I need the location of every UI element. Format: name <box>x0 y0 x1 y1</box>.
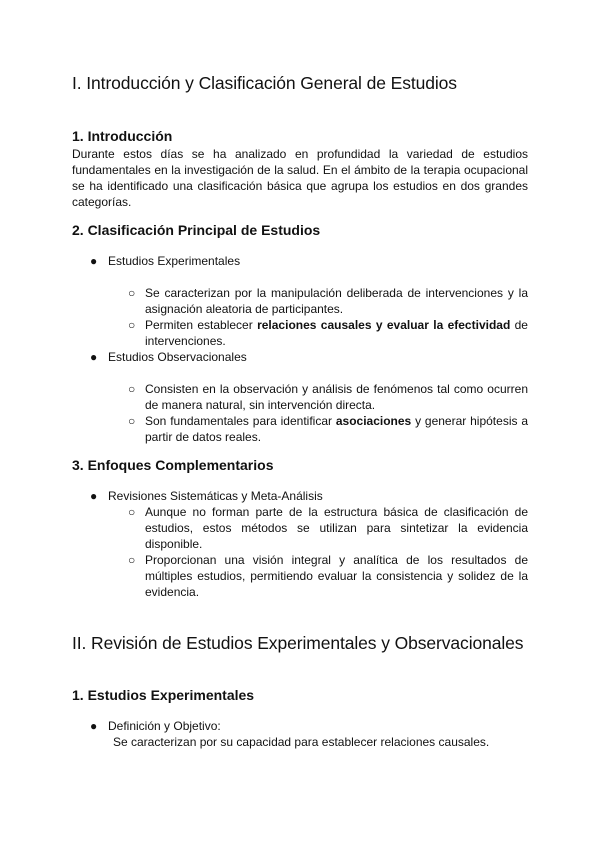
observacionales-label: Estudios Observacionales <box>108 350 247 364</box>
sub-bullet-icon: ○ <box>128 505 136 519</box>
intro-paragraph: Durante estos días se ha analizado en profundidad la variedad de estudios fundamentales en la investigación de la salud. En el ámbito de la terapia ocupacional se ha identificado una clasificación básica que agrupa los estudios en dos grandes categorías. <box>72 147 528 209</box>
enfoques-heading: 3. Enfoques Complementarios <box>72 457 274 473</box>
experimentales-item-2: Permiten establecer relaciones causales y evaluar la efectividad de intervenciones. <box>145 318 528 348</box>
experimentales-heading: 1. Estudios Experimentales <box>72 687 255 703</box>
observacionales-item-1: Consisten en la observación y análisis de fenómenos tal como ocurren de manera natural, sin intervención directa. <box>145 382 528 412</box>
clasificacion-heading: 2. Clasificación Principal de Estudios <box>72 222 321 238</box>
section-1-title: I. Introducción y Clasificación General de Estudios <box>72 73 457 93</box>
sub-bullet-icon: ○ <box>128 553 136 567</box>
revisiones-item-1: Aunque no forman parte de la estructura básica de clasificación de estudios, estos métodos se utilizan para sintetizar la evidencia disponible. <box>145 505 528 551</box>
sub-list-item <box>128 285 528 317</box>
intro-heading: 1. Introducción <box>72 128 173 144</box>
bullet-icon: ● <box>90 254 98 268</box>
sub-bullet-icon: ○ <box>128 414 136 428</box>
bullet-icon: ● <box>90 489 98 503</box>
observacionales-item-2: Son fundamentales para identificar asociaciones y generar hipótesis a partir de datos reales. <box>145 414 528 444</box>
definicion-label: Definición y Objetivo: <box>108 719 221 733</box>
sub-bullet-icon: ○ <box>128 382 136 396</box>
sub-list-item <box>128 381 528 413</box>
sub-list-item <box>128 504 528 552</box>
sub-bullet-icon: ○ <box>128 286 136 300</box>
revisiones-label: Revisiones Sistemáticas y Meta-Análisis <box>108 489 323 503</box>
bullet-icon: ● <box>90 350 98 364</box>
bullet-icon: ● <box>90 719 98 733</box>
experimentales-label: Estudios Experimentales <box>108 254 241 268</box>
sub-list-item <box>128 413 528 445</box>
definicion-text: Se caracterizan por su capacidad para establecer relaciones causales. <box>113 735 490 749</box>
section-2-title: II. Revisión de Estudios Experimentales y Observacionales <box>72 633 524 653</box>
sub-list-item <box>128 552 528 600</box>
sub-list-item <box>128 317 528 349</box>
experimentales-item-1: Se caracterizan por la manipulación deliberada de intervenciones y la asignación aleatoria de participantes. <box>145 286 528 316</box>
sub-bullet-icon: ○ <box>128 318 136 332</box>
revisiones-item-2: Proporcionan una visión integral y analítica de los resultados de múltiples estudios, permitiendo evaluar la consistencia y solidez de la evidencia. <box>145 553 528 599</box>
